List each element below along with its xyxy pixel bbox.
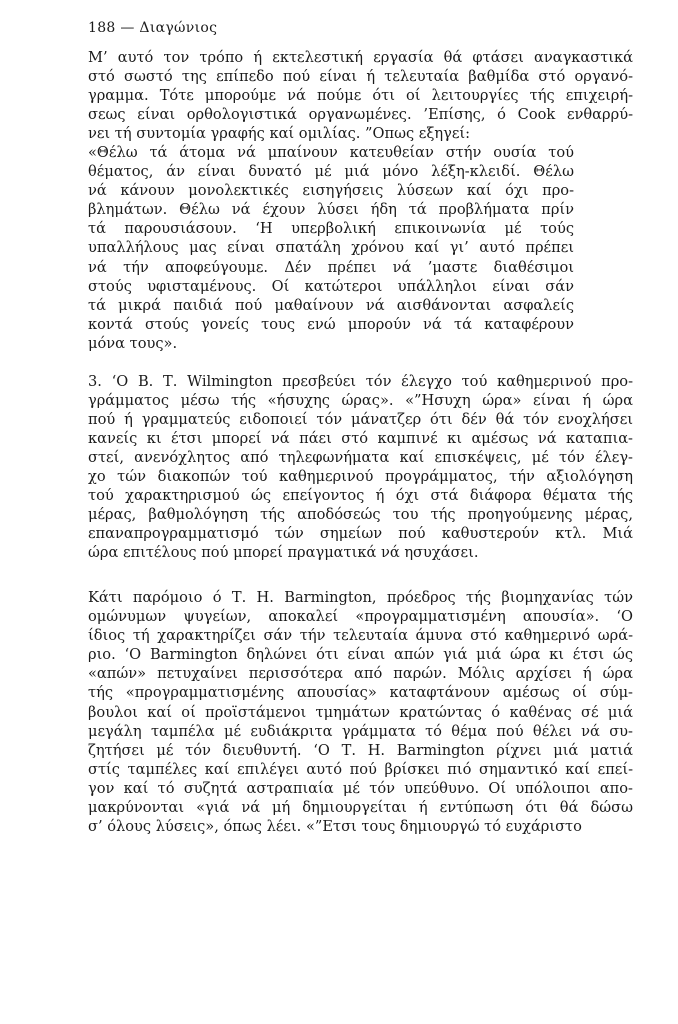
quote-line: τά μικρά παιδιά πού μαθαίνουν νά αισθάνονται ασφαλείς <box>88 296 574 314</box>
text-line: μέρας, βαθμολόγηση τής αποδόσεώς του τής προηγούμενης μέρας, <box>88 506 633 524</box>
text-line: στεί, ανενόχλητος από τηλεφωνήματα καί επισκέψεις, μέ τόν έλεγ- <box>88 448 633 466</box>
text-line: Κάτι παρόμοιο ό Τ. Η. Barmington, πρόεδρος τής βιομηχανίας τών <box>88 589 633 607</box>
block-quote <box>88 143 574 353</box>
text-line: γράμματος μέσω τής «ήσυχης ώρας». «”Ησυχη ώρα» είναι ή ώρα <box>88 391 633 409</box>
text-line: τού χαρακτηρισμού ώς επείγοντος ή όχι στά διάφορα θέματα τής <box>88 487 633 505</box>
text-line: γον καί τό συζητά αστραπιαία μέ τόν υπεύθυνο. Οί υπόλοιποι απο- <box>88 779 633 797</box>
quote-line: «Θέλω τά άτομα νά μπαίνουν κατευθείαν στήν ουσία τού <box>88 144 574 162</box>
text-line: ομώνυμων ψυγείων, αποκαλεί «προγραμματισμένη απουσία». ‘Ο <box>88 608 633 626</box>
text-line: σεως είναι ορθολογιστικά οργανωμένες. ’Επίσης, ό Cook ενθαρρύ- <box>88 106 633 124</box>
paragraph-3 <box>88 588 633 836</box>
quote-line: νά τήν αποφεύγουμε. Δέν πρέπει νά ’μαστε διαθέσιμοι <box>88 258 574 276</box>
text-line: χο τών διακοπών τού καθημερινού προγράμματος, τήν αξιολόγηση <box>88 467 633 485</box>
quote-line: βλημάτων. Θέλω νά έχουν λύσει ήδη τά προβλήματα πρίν <box>88 201 574 219</box>
quote-line: υπαλλήλους μας είναι σπατάλη χρόνου καί γι’ αυτό πρέπει <box>88 239 574 257</box>
text-line: στίς ταμπέλες καί επιλέγει αυτό πού βρίσκει πιό σημαντικό καί επεί- <box>88 760 633 778</box>
running-head: 188 — Διαγώνιος <box>88 20 218 36</box>
quote-line: στούς υφισταμένους. Οί κατώτεροι υπάλληλοι είναι σάν <box>88 277 574 295</box>
text-line: Μ’ αυτό τον τρόπο ή εκτελεστική εργασία θά φτάσει αναγκαστικά <box>88 49 633 66</box>
book-page <box>88 18 633 836</box>
text-line: ώρα επιτέλους πού μπορεί πραγματικά νά ησυχάσει. <box>88 544 479 562</box>
paragraph-1 <box>88 48 633 143</box>
text-line: κανείς κι έτσι μπορεί νά πάει στό καμπινέ κι αμέσως νά καταπια- <box>88 429 633 447</box>
text-line: ριο. ‘Ο Barmington δηλώνει ότι είναι απών γιά μιά ώρα κι έτσι ώς <box>88 646 633 664</box>
quote-line: νά κάνουν μονολεκτικές εισηγήσεις λύσεων καί όχι προ- <box>88 182 574 200</box>
paragraph-spacer <box>88 562 633 588</box>
quote-line: τά παρουσιάσουν. ‘Η υπερβολική επικοινωνία μέ τούς <box>88 220 574 238</box>
text-line: μακρύνονται «γιά νά μή δημιουργείται ή εντύπωση ότι θά δώσω <box>88 798 633 816</box>
text-line: μεγάλη ταμπέλα μέ ευδιάκριτα γράμματα τό θέμα πού θέλει νά συ- <box>88 722 633 740</box>
quote-line: θέματος, άν είναι δυνατό μέ μιά μόνο λέξη-κλειδί. Θέλω <box>88 163 574 181</box>
text-line: σ’ όλους λύσεις», όπως λέει. «”Ετσι τους δημιουργώ τό ευχάριστο <box>88 817 582 835</box>
paragraph-2 <box>88 372 633 562</box>
text-line: «απών» πετυχαίνει περισσότερα από παρών. Μόλις αρχίσει ή ώρα <box>88 665 633 683</box>
text-line: ίδιος τή χαρακτηρίζει σάν τήν τελευταία άμυνα στό καθημερινό ωρά- <box>88 627 633 645</box>
quote-line: μόνα τους». <box>88 334 178 352</box>
text-line: ζητήσει μέ τόν διευθυντή. ‘Ο Τ. Η. Barmington ρίχνει μιά ματιά <box>88 741 633 759</box>
text-line: στό σωστό της επίπεδο πού είναι ή τελευταία βαθμίδα στό οργανό- <box>88 68 633 86</box>
quote-line: κοντά στούς γονείς τους ενώ μπορούν νά τά καταφέρουν <box>88 315 574 333</box>
text-line: τής «προγραμματισμένης απουσίας» καταφτάνουν αμέσως οί σύμ- <box>88 684 633 702</box>
text-line: επαναπρογραμματισμό τών σημείων πού καθυστερούν κτλ. Μιά <box>88 525 633 543</box>
text-line: γραμμα. Τότε μπορούμε νά πούμε ότι οί λειτουργίες τής επιχειρή- <box>88 87 633 105</box>
text-line: βουλοι καί οί προϊστάμενοι τμημάτων κρατώντας ό καθένας σέ μιά <box>88 703 633 721</box>
paragraph-spacer <box>88 353 633 372</box>
text-line: πού ή γραμματεύς ειδοποιεί τόν μάνατζερ ότι δέν θά τόν ενοχλήσει <box>88 410 633 428</box>
text-line: 3. ‘Ο Β. Τ. Wilmington πρεσβεύει τόν έλεγχο τού καθημερινού προ- <box>88 372 633 390</box>
text-line: νει τή συντομία γραφής καί ομιλίας. ”Οπως εξηγεί: <box>88 125 471 143</box>
